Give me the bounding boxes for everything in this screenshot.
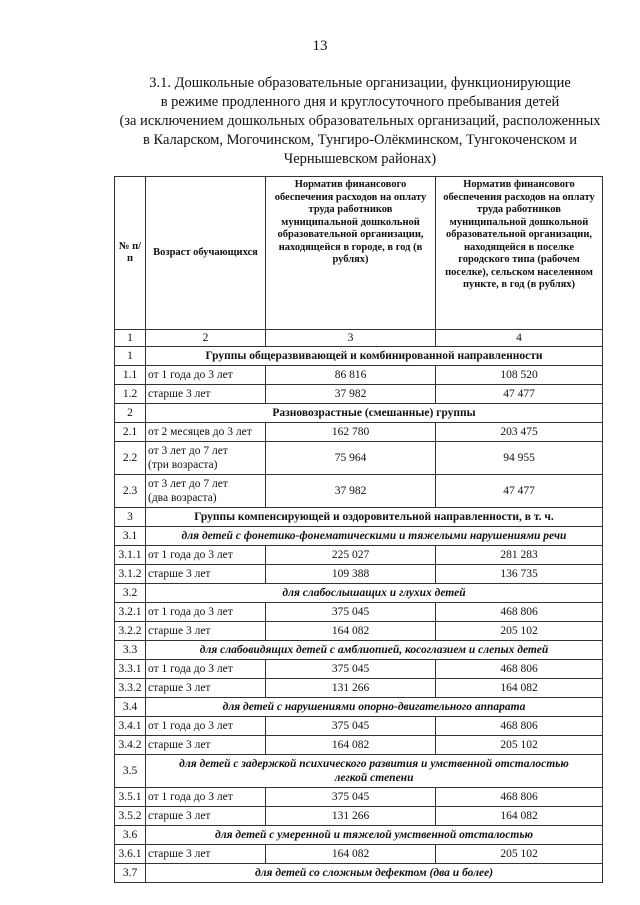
- subgroup-title-line: легкой степени: [334, 772, 414, 784]
- rural-value: 164 082: [436, 807, 603, 826]
- city-value: 375 045: [266, 788, 436, 807]
- row-number: 1: [115, 347, 146, 366]
- row-number: 3.3: [115, 641, 146, 660]
- subgroup-title: для детей со сложным дефектом (два и более): [146, 864, 603, 883]
- row-number: 3.1: [115, 527, 146, 546]
- city-value: 37 982: [266, 385, 436, 404]
- subgroup-title: для слабослышащих и глухих детей: [146, 584, 603, 603]
- subgroup-row: [115, 864, 603, 883]
- rural-value: 468 806: [436, 603, 603, 622]
- subgroup-row: [115, 826, 603, 845]
- group-title: Группы компенсирующей и оздоровительной направленности, в т. ч.: [146, 508, 603, 527]
- city-value: 375 045: [266, 717, 436, 736]
- row-number: 2.3: [115, 475, 146, 508]
- age-cell: [146, 475, 266, 508]
- section-heading: [105, 74, 615, 169]
- rural-value: 94 955: [436, 442, 603, 475]
- row-number: 3.5.1: [115, 788, 146, 807]
- table-row: [115, 366, 603, 385]
- subgroup-row: [115, 641, 603, 660]
- row-number: 1.1: [115, 366, 146, 385]
- group-title: Разновозрастные (смешанные) группы: [146, 404, 603, 423]
- subgroup-row: [115, 698, 603, 717]
- rural-value: 47 477: [436, 385, 603, 404]
- rural-value: 205 102: [436, 622, 603, 641]
- age-range: от 3 лет до 7 лет: [148, 445, 228, 457]
- age-cell: старше 3 лет: [146, 736, 266, 755]
- city-value: 86 816: [266, 366, 436, 385]
- age-cell: [146, 442, 266, 475]
- table-row: [115, 423, 603, 442]
- group-row: [115, 404, 603, 423]
- city-value: 109 388: [266, 565, 436, 584]
- age-note: (три возраста): [148, 459, 218, 471]
- row-number: 3.3.1: [115, 660, 146, 679]
- rural-value: 468 806: [436, 717, 603, 736]
- age-cell: старше 3 лет: [146, 679, 266, 698]
- row-number: 3.7: [115, 864, 146, 883]
- row-number: 3.4.2: [115, 736, 146, 755]
- city-value: 75 964: [266, 442, 436, 475]
- heading-line: (за исключением дошкольных образовательных организаций, расположенных: [119, 113, 601, 129]
- city-value: 131 266: [266, 679, 436, 698]
- age-cell: старше 3 лет: [146, 385, 266, 404]
- city-value: 131 266: [266, 807, 436, 826]
- age-cell: старше 3 лет: [146, 622, 266, 641]
- city-value: 164 082: [266, 736, 436, 755]
- subgroup-row: [115, 527, 603, 546]
- table-row: [115, 736, 603, 755]
- row-number: 3.2.1: [115, 603, 146, 622]
- subgroup-row: [115, 584, 603, 603]
- rural-value: 205 102: [436, 736, 603, 755]
- table-row: [115, 565, 603, 584]
- table-header-row: [115, 177, 603, 330]
- subgroup-title: для детей с фонетико-фонематическими и тяжелыми нарушениями речи: [146, 527, 603, 546]
- group-title: Группы общеразвивающей и комбинированной направленности: [146, 347, 603, 366]
- table-row: [115, 603, 603, 622]
- age-cell: старше 3 лет: [146, 807, 266, 826]
- row-number: 2.2: [115, 442, 146, 475]
- age-note: (два возраста): [148, 492, 217, 504]
- row-number: 3.5: [115, 755, 146, 788]
- rural-value: 203 475: [436, 423, 603, 442]
- row-number: 2: [115, 404, 146, 423]
- rural-value: 136 735: [436, 565, 603, 584]
- age-range: от 3 лет до 7 лет: [148, 478, 228, 490]
- funding-norms-table: [114, 176, 603, 883]
- page-number: 13: [312, 38, 328, 54]
- rural-value: 468 806: [436, 660, 603, 679]
- header-age: Возраст обучающихся: [146, 177, 266, 330]
- age-cell: от 1 года до 3 лет: [146, 546, 266, 565]
- age-cell: от 2 месяцев до 3 лет: [146, 423, 266, 442]
- heading-line: Чернышевском районах): [283, 151, 437, 167]
- group-row: [115, 347, 603, 366]
- age-cell: от 1 года до 3 лет: [146, 717, 266, 736]
- city-value: 162 780: [266, 423, 436, 442]
- age-cell: старше 3 лет: [146, 845, 266, 864]
- table-row: [115, 546, 603, 565]
- heading-line: в режиме продленного дня и круглосуточного пребывания детей: [160, 94, 560, 110]
- table-row: [115, 442, 603, 475]
- age-cell: от 1 года до 3 лет: [146, 788, 266, 807]
- table-row: [115, 845, 603, 864]
- table-row: [115, 807, 603, 826]
- rural-value: 468 806: [436, 788, 603, 807]
- row-number: 3.6.1: [115, 845, 146, 864]
- subgroup-title: для детей с нарушениями опорно-двигательного аппарата: [146, 698, 603, 717]
- subgroup-title: для детей с умеренной и тяжелой умственной отсталостью: [146, 826, 603, 845]
- header-rural-norm: Норматив финансового обеспечения расходов на оплату труда работников муниципальной дошкольной образовательной организации, находящейся в поселке городского типа (рабочем поселке), сельском населенном пункте, в год (в рублях): [436, 177, 603, 330]
- row-number: 3.6: [115, 826, 146, 845]
- row-number: 3.4: [115, 698, 146, 717]
- column-index: 4: [436, 330, 603, 347]
- subgroup-title: для слабовидящих детей с амблиопией, косоглазием и слепых детей: [146, 641, 603, 660]
- table-row: [115, 717, 603, 736]
- row-number: 3.5.2: [115, 807, 146, 826]
- city-value: 375 045: [266, 660, 436, 679]
- subgroup-row: [115, 755, 603, 788]
- column-index: 3: [266, 330, 436, 347]
- column-index: 2: [146, 330, 266, 347]
- table-row: [115, 660, 603, 679]
- heading-line: 3.1. Дошкольные образовательные организации, функционирующие: [149, 75, 571, 91]
- city-value: 375 045: [266, 603, 436, 622]
- table-row: [115, 622, 603, 641]
- subgroup-title: [146, 755, 603, 788]
- city-value: 37 982: [266, 475, 436, 508]
- heading-line: в Каларском, Могочинском, Тунгиро-Олёкминском, Тунгокоченском и: [143, 132, 577, 148]
- row-number: 3.1.2: [115, 565, 146, 584]
- column-index: 1: [115, 330, 146, 347]
- header-num: № п/п: [115, 177, 146, 330]
- age-cell: старше 3 лет: [146, 565, 266, 584]
- table-row: [115, 475, 603, 508]
- rural-value: 47 477: [436, 475, 603, 508]
- table-row: [115, 679, 603, 698]
- city-value: 164 082: [266, 845, 436, 864]
- city-value: 225 027: [266, 546, 436, 565]
- row-number: 3.2.2: [115, 622, 146, 641]
- rural-value: 281 283: [436, 546, 603, 565]
- row-number: 1.2: [115, 385, 146, 404]
- row-number: 3.2: [115, 584, 146, 603]
- rural-value: 108 520: [436, 366, 603, 385]
- row-number: 3.4.1: [115, 717, 146, 736]
- table-row: [115, 385, 603, 404]
- column-index-row: [115, 330, 603, 347]
- table-row: [115, 788, 603, 807]
- city-value: 164 082: [266, 622, 436, 641]
- rural-value: 205 102: [436, 845, 603, 864]
- age-cell: от 1 года до 3 лет: [146, 366, 266, 385]
- age-cell: от 1 года до 3 лет: [146, 603, 266, 622]
- group-row: [115, 508, 603, 527]
- rural-value: 164 082: [436, 679, 603, 698]
- subgroup-title-line: для детей с задержкой психического развития и умственной отсталостью: [179, 758, 569, 770]
- row-number: 3.1.1: [115, 546, 146, 565]
- row-number: 3.3.2: [115, 679, 146, 698]
- row-number: 3: [115, 508, 146, 527]
- age-cell: от 1 года до 3 лет: [146, 660, 266, 679]
- header-city-norm: Норматив финансового обеспечения расходов на оплату труда работников муниципальной дошкольной образовательной организации, находящейся в городе, в год (в рублях): [266, 177, 436, 330]
- row-number: 2.1: [115, 423, 146, 442]
